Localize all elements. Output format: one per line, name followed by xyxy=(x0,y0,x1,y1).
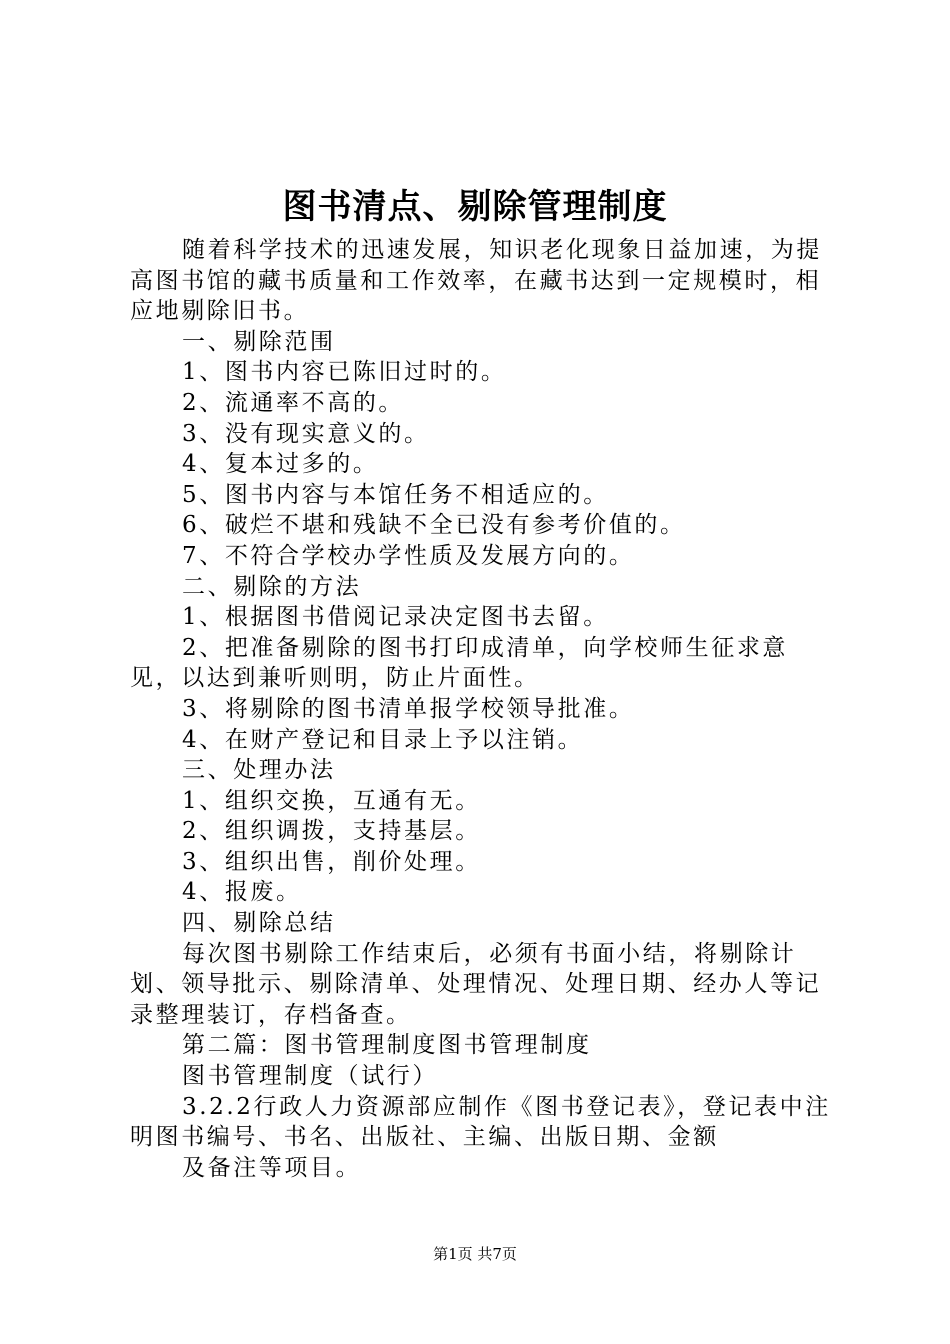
section-heading-2: 二、剔除的方法 xyxy=(182,573,362,600)
list-item: 3、组织出售，削价处理。 xyxy=(182,848,481,875)
page-number-label: 第1页 共7页 xyxy=(433,1245,517,1263)
list-item: 2、组织调拨，支持基层。 xyxy=(182,818,481,845)
list-item: 2、流通率不高的。 xyxy=(182,389,405,416)
list-item: 4、报废。 xyxy=(182,879,302,906)
list-item: 1、图书内容已陈旧过时的。 xyxy=(182,359,507,386)
list-item: 6、破烂不堪和残缺不全已没有参考价值的。 xyxy=(182,512,686,539)
paragraph-part-two-heading: 第二篇：图书管理制度图书管理制度 xyxy=(182,1032,592,1059)
list-item: 4、在财产登记和目录上予以注销。 xyxy=(182,726,584,753)
paragraph-summary: 每次图书剔除工作结束后，必须有书面小结，将剔除计划、领导批示、剔除清单、处理情况、处理日期、经办人等记录整理装订，存档备查。 xyxy=(130,940,822,1028)
list-item: 1、根据图书借阅记录决定图书去留。 xyxy=(182,604,609,631)
list-item: 3、没有现实意义的。 xyxy=(182,420,430,447)
document-body xyxy=(130,235,835,1183)
list-item: 1、组织交换，互通有无。 xyxy=(182,787,481,814)
paragraph-regulation-clause: 3.2.2行政人力资源部应制作《图书登记表》，登记表中注明图书编号、书名、出版社、主编、出版日期、金额 xyxy=(130,1093,831,1151)
list-item: 3、将剔除的图书清单报学校领导批准。 xyxy=(182,695,635,722)
list-item: 2、把准备剔除的图书打印成清单，向学校师生征求意见，以达到兼听则明，防止片面性。 xyxy=(130,634,789,692)
paragraph-regulation-continuation: 及备注等项目。 xyxy=(182,1154,362,1181)
list-item: 5、图书内容与本馆任务不相适应的。 xyxy=(182,481,609,508)
paragraph-regulation-title: 图书管理制度（试行） xyxy=(182,1063,438,1090)
document-title: 图书清点、剔除管理制度 xyxy=(282,187,668,227)
list-item: 4、复本过多的。 xyxy=(182,451,379,478)
list-item: 7、不符合学校办学性质及发展方向的。 xyxy=(182,542,635,569)
section-heading-1: 一、剔除范围 xyxy=(182,328,336,355)
page-footer xyxy=(0,1244,950,1264)
section-heading-4: 四、剔除总结 xyxy=(182,910,336,937)
paragraph-intro: 随着科学技术的迅速发展，知识老化现象日益加速，为提高图书馆的藏书质量和工作效率，在藏书达到一定规模时，相应地剔除旧书。 xyxy=(130,237,822,325)
section-heading-3: 三、处理办法 xyxy=(182,757,336,784)
